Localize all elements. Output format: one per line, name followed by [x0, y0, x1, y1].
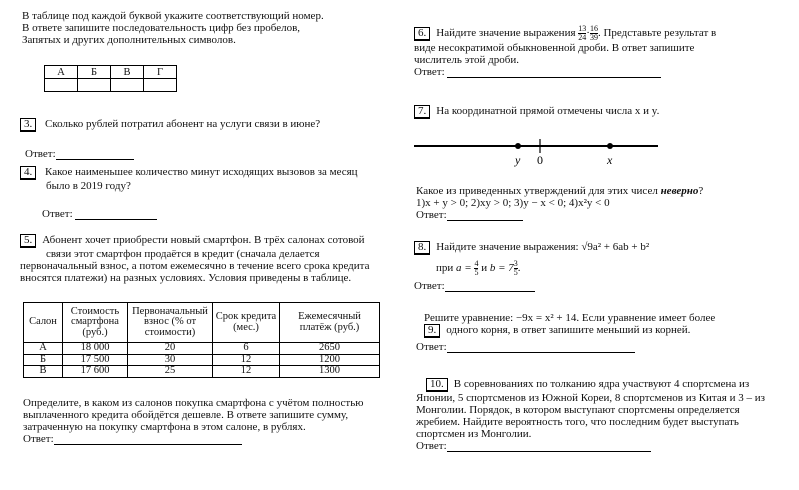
answer-label: Ответ:: [42, 208, 73, 220]
answer-cell-g[interactable]: [144, 79, 177, 92]
label-zero: 0: [537, 153, 543, 167]
header-salon: Салон: [24, 303, 63, 343]
question-text-line-3: Монголии. Порядок, в котором выступают спортсмены определяется: [416, 404, 740, 416]
question-text-line-4: жребием. Найдите вероятность того, что последним будет выступать: [416, 416, 739, 428]
point-x: [607, 143, 613, 149]
cell: 17 500: [63, 354, 128, 366]
point-y: [515, 143, 521, 149]
question-text-line-1: Решите уравнение: −9x = x² + 14. Если уравнение имеет более: [424, 312, 716, 324]
question-9: [416, 312, 780, 353]
table-row: [24, 354, 380, 366]
denominator: 5: [474, 268, 479, 277]
number-line: [412, 136, 662, 168]
label-y: y: [515, 153, 521, 167]
letter-b: Б: [78, 66, 111, 79]
cell: 30: [128, 354, 213, 366]
question-text-line-1: Абонент хочет приобрести новый смартфон. В трёх салонах сотовой: [42, 234, 365, 246]
question-text-line-1: Какое наименьшее количество минут исходящих вызовов за месяц: [45, 166, 358, 178]
task-line-3: затраченную на покупку смартфона в этом салоне, в рублях.: [23, 421, 306, 433]
answer-cell-v[interactable]: [111, 79, 144, 92]
question-7-options: [416, 185, 782, 221]
question-text-line-2: одного корня, в ответ запишите меньший из корней.: [446, 324, 691, 336]
question-number: 10.: [426, 378, 448, 392]
word-pri: при: [436, 262, 454, 275]
numerator: 16: [589, 24, 598, 33]
question-8: 8. Найдите значение выражения: √9a² + 6ab + b² при a = $\frac{4}{5}$ и b = 7 $\frac{3}{5}$ . Ответ:: [414, 241, 650, 292]
cell: 18 000: [63, 343, 128, 355]
answer-label: Ответ:: [416, 209, 447, 221]
question-text: На координатной прямой отмечены числа x и y.: [436, 105, 660, 117]
answer-label: Ответ:: [23, 433, 54, 445]
cell: 1200: [280, 354, 380, 366]
label-x: x: [607, 153, 613, 167]
table-row: [24, 343, 380, 355]
answer-line[interactable]: [75, 219, 157, 220]
cell: 12: [213, 366, 280, 378]
task-line-2: выплаченного кредита обойдётся дешевле. В ответе запишите сумму,: [23, 409, 349, 421]
question-text: Какое из приведенных утверждений для этих чисел: [416, 185, 661, 197]
answer-letters-table: [44, 65, 177, 92]
answer-label: Ответ:: [416, 341, 447, 353]
answer-line[interactable]: [56, 159, 134, 160]
denominator: 24: [578, 33, 587, 42]
answer-line[interactable]: [445, 291, 535, 292]
question-text-line-2: связи этот смартфон продаётся в кредит (сначала делается: [46, 248, 320, 260]
answer-cell-a[interactable]: [45, 79, 78, 92]
options-line: 1)x + y > 0; 2)xy > 0; 3)y − x < 0; 4)x²y < 0: [416, 197, 610, 209]
question-text-line-2: Японии, 5 спортсменов из Южной Кореи, 8 спортсменов из Китая и 3 – из: [416, 392, 765, 404]
word-and: и: [481, 262, 488, 275]
answer-label: Ответ:: [25, 148, 56, 160]
a-equals: a =: [456, 262, 472, 275]
intro-line-1: В таблице под каждой буквой укажите соответствующий номер.: [22, 10, 324, 22]
cell: 20: [128, 343, 213, 355]
question-5-task: [23, 397, 383, 445]
answer-cell-b[interactable]: [78, 79, 111, 92]
b-equals: b = 7: [489, 262, 514, 275]
question-text-cont: . Представьте результат в: [597, 27, 717, 40]
question-7: [414, 105, 780, 119]
numerator: 13: [578, 24, 587, 33]
answer-line[interactable]: [447, 451, 651, 452]
question-5: [20, 234, 390, 284]
question-text-line-3: числитель этой дроби.: [414, 54, 519, 66]
question-3: [20, 118, 390, 132]
fraction-2: [590, 25, 598, 42]
question-text-line-2: было в 2019 году?: [46, 180, 131, 192]
multiply-dot: ·: [586, 27, 590, 40]
question-text-line-5: спортсмен из Монголии.: [416, 428, 532, 440]
question-text: Найдите значение выражения: [436, 27, 576, 40]
question-4: [20, 166, 390, 192]
question-6: [414, 25, 780, 78]
question-text: Сколько рублей потратил абонент на услуги связи в июне?: [45, 118, 321, 130]
answer-line[interactable]: [447, 77, 661, 78]
numerator: 3: [513, 259, 518, 268]
credit-table: [23, 302, 380, 378]
cell: А: [24, 343, 63, 355]
question-text-line-3: первоначальный взнос, а потом ежемесячно в течение всего срока кредита: [20, 260, 370, 272]
cell: 17 600: [63, 366, 128, 378]
question-text-line-1: В соревнованиях по толканию ядра участвуют 4 спортсмена из: [453, 378, 750, 390]
answer-line[interactable]: [447, 220, 523, 221]
question-number: 3.: [20, 118, 36, 132]
cell: Б: [24, 354, 63, 366]
numerator: 4: [474, 259, 479, 268]
question-number: 8.: [414, 241, 430, 255]
intro-block: [22, 10, 382, 46]
q4-answer: [42, 208, 157, 220]
answer-label: Ответ:: [414, 280, 445, 292]
fraction-b: [514, 260, 518, 277]
header-initial: Первоначальный взнос (% от стоимости): [128, 303, 213, 343]
cell: 25: [128, 366, 213, 378]
cell: 1300: [280, 366, 380, 378]
question-text: Найдите значение выражения: √9a² + 6ab + b²: [436, 241, 650, 253]
intro-line-3: Запятых и других дополнительных символов.: [22, 34, 236, 46]
intro-line-2: В ответе запишите последовательность цифр без пробелов,: [22, 22, 301, 34]
question-number: 9.: [424, 324, 440, 338]
task-line-1: Определите, в каком из салонов покупка смартфона с учётом полностью: [23, 397, 364, 409]
question-mark: ?: [698, 185, 704, 197]
q3-answer: [25, 148, 134, 160]
answer-label: Ответ:: [414, 66, 445, 78]
question-number: 7.: [414, 105, 430, 119]
question-text-line-2: виде несократимой обыкновенной дроби. В ответ запишите: [414, 42, 695, 54]
answer-line[interactable]: [447, 352, 635, 353]
denominator: 39: [589, 33, 598, 42]
cell: 6: [213, 343, 280, 355]
header-term: Срок кредита (мес.): [213, 303, 280, 343]
question-text-line-4: вносятся платежи) на разных условиях. Условия приведены в таблице.: [20, 272, 352, 284]
fraction-a: [474, 260, 478, 277]
answer-label: Ответ:: [416, 440, 447, 452]
letter-v: В: [111, 66, 144, 79]
cell: 12: [213, 354, 280, 366]
letter-a: А: [45, 66, 78, 79]
keyword-neverno: неверно: [660, 185, 699, 197]
question-10: [416, 378, 782, 452]
question-number: 6.: [414, 27, 430, 41]
denominator: 5: [513, 268, 518, 277]
answer-line[interactable]: [54, 444, 242, 445]
header-monthly: Ежемесячный платёж (руб.): [280, 303, 380, 343]
cell: 2650: [280, 343, 380, 355]
question-number: 5.: [20, 234, 36, 248]
question-number: 4.: [20, 166, 36, 180]
letter-g: Г: [144, 66, 177, 79]
header-price: Стоимость смартфона (руб.): [63, 303, 128, 343]
cell: В: [24, 366, 63, 378]
table-row: [24, 366, 380, 378]
